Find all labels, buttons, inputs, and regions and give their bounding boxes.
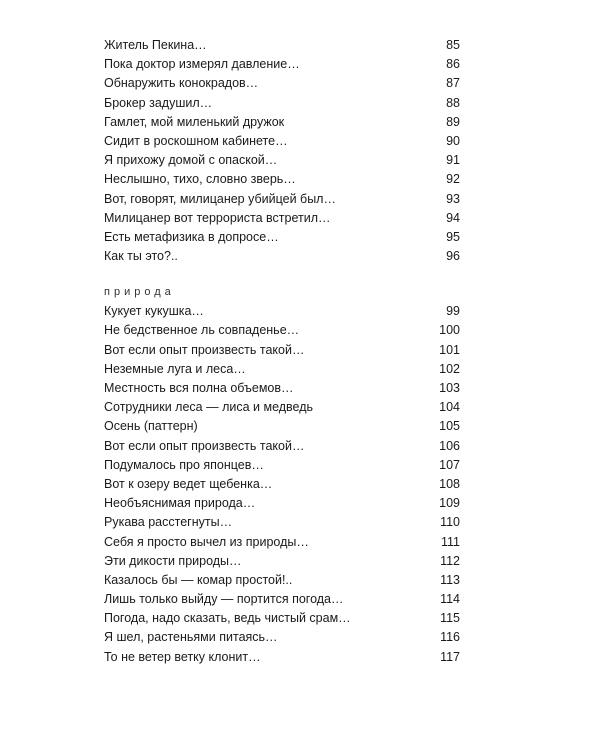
toc-entry	[104, 360, 460, 379]
entry-title: Вот если опыт произвесть такой…	[104, 438, 305, 453]
toc-entry	[104, 190, 460, 209]
entry-page-number: 88	[446, 95, 460, 110]
entry-page-number: 117	[440, 649, 460, 664]
entry-page-number: 100	[439, 323, 460, 338]
entry-page-number: 104	[439, 400, 460, 415]
entry-page-number: 99	[446, 304, 460, 319]
toc-entry	[104, 55, 460, 74]
toc-entry	[104, 456, 460, 475]
toc-entry	[104, 475, 460, 494]
entry-title: Неслышно, тихо, словно зверь…	[104, 172, 296, 187]
entry-title: Казалось бы — комар простой!..	[104, 572, 293, 587]
entry-page-number: 106	[439, 438, 460, 453]
entry-title: Подумалось про японцев…	[104, 457, 264, 472]
entry-page-number: 85	[446, 38, 460, 52]
toc-entry	[104, 113, 460, 132]
entry-page-number: 112	[440, 553, 460, 568]
entry-page-number: 87	[446, 76, 460, 91]
toc-entry	[104, 590, 460, 609]
toc-entry	[104, 513, 460, 532]
entry-page-number: 115	[440, 611, 460, 626]
toc-entry	[104, 170, 460, 189]
toc-entry	[104, 379, 460, 398]
toc-entry	[104, 533, 460, 552]
toc-entry	[104, 648, 460, 667]
toc-entry	[104, 417, 460, 436]
entry-title: Эти дикости природы…	[104, 553, 242, 568]
entry-title: Брокер задушил…	[104, 95, 213, 110]
entry-title: Я шел, растеньями питаясь…	[104, 630, 278, 645]
entry-title: Вот к озеру ведет щебенка…	[104, 476, 273, 491]
entry-page-number: 111	[440, 534, 460, 549]
entry-title: Сидит в роскошном кабинете…	[104, 133, 288, 148]
entry-title: Пока доктор измерял давление…	[104, 57, 300, 72]
entry-page-number: 95	[446, 229, 460, 244]
toc-entry	[104, 94, 460, 113]
entry-page-number: 102	[439, 361, 460, 376]
table-of-contents	[104, 36, 460, 667]
entry-page-number: 103	[439, 381, 460, 395]
entry-page-number: 93	[446, 191, 460, 206]
entry-title: Лишь только выйду — портится погода…	[104, 592, 344, 607]
toc-entry	[104, 132, 460, 151]
entry-page-number: 90	[446, 133, 460, 148]
toc-entry	[104, 494, 460, 513]
toc-entry	[104, 321, 460, 340]
entry-title: Как ты это?..	[104, 249, 178, 264]
entry-title: Рукава расстегнуты…	[104, 515, 233, 530]
entry-title: То не ветер ветку клонит…	[104, 649, 261, 664]
toc-entry	[104, 209, 460, 228]
toc-entry	[104, 571, 460, 590]
toc-entry	[104, 609, 460, 628]
toc-entry	[104, 247, 460, 266]
toc-entry	[104, 151, 460, 170]
toc-entry	[104, 628, 460, 647]
entry-title: Гамлет, мой миленький дружок	[104, 114, 285, 129]
section-heading: природа	[104, 286, 175, 299]
entry-title: Местность вся полна объемов…	[104, 381, 294, 395]
entry-page-number: 113	[440, 572, 460, 587]
entry-page-number: 114	[440, 592, 460, 607]
entry-page-number: 108	[439, 476, 460, 491]
toc-entry	[104, 74, 460, 93]
entry-page-number: 96	[446, 249, 460, 264]
entry-title: Кукует кукушка…	[104, 304, 204, 319]
toc-entry	[104, 228, 460, 247]
entry-title: Вот если опыт произвесть такой…	[104, 342, 305, 357]
entry-page-number: 92	[446, 172, 460, 187]
entry-page-number: 105	[439, 419, 460, 434]
entry-title: Погода, надо сказать, ведь чистый срам…	[104, 611, 351, 626]
entry-title: Неземные луга и леса…	[104, 361, 246, 376]
toc-entry	[104, 36, 460, 55]
entry-title: Не бедственное ль совпаденье…	[104, 323, 300, 338]
toc-group-1	[104, 36, 460, 266]
toc-entry	[104, 398, 460, 417]
entry-title: Житель Пекина…	[104, 38, 207, 52]
entry-title: Обнаружить конокрадов…	[104, 76, 259, 91]
entry-title: Необъяснимая природа…	[104, 496, 256, 511]
entry-page-number: 109	[439, 496, 460, 511]
toc-entry	[104, 437, 460, 456]
entry-page-number: 110	[440, 515, 460, 530]
entry-page-number: 101	[439, 342, 460, 357]
entry-title: Сотрудники леса — лиса и медведь	[104, 400, 314, 415]
entry-page-number: 91	[446, 153, 460, 168]
entry-title: Осень (паттерн)	[104, 419, 198, 434]
entry-title: Есть метафизика в допросе…	[104, 229, 279, 244]
toc-entry	[104, 302, 460, 321]
entry-page-number: 116	[440, 630, 460, 645]
entry-page-number: 107	[439, 457, 460, 472]
toc-entry	[104, 341, 460, 360]
entry-title: Вот, говорят, милицанер убийцей был…	[104, 191, 336, 206]
entry-title: Милицанер вот террориста встретил…	[104, 210, 331, 225]
entry-title: Себя я просто вычел из природы…	[104, 534, 309, 549]
toc-group-2	[104, 302, 460, 667]
entry-page-number: 94	[446, 210, 460, 225]
toc-entry	[104, 552, 460, 571]
entry-page-number: 89	[446, 114, 460, 129]
entry-page-number: 86	[446, 57, 460, 72]
entry-title: Я прихожу домой с опаской…	[104, 153, 278, 168]
